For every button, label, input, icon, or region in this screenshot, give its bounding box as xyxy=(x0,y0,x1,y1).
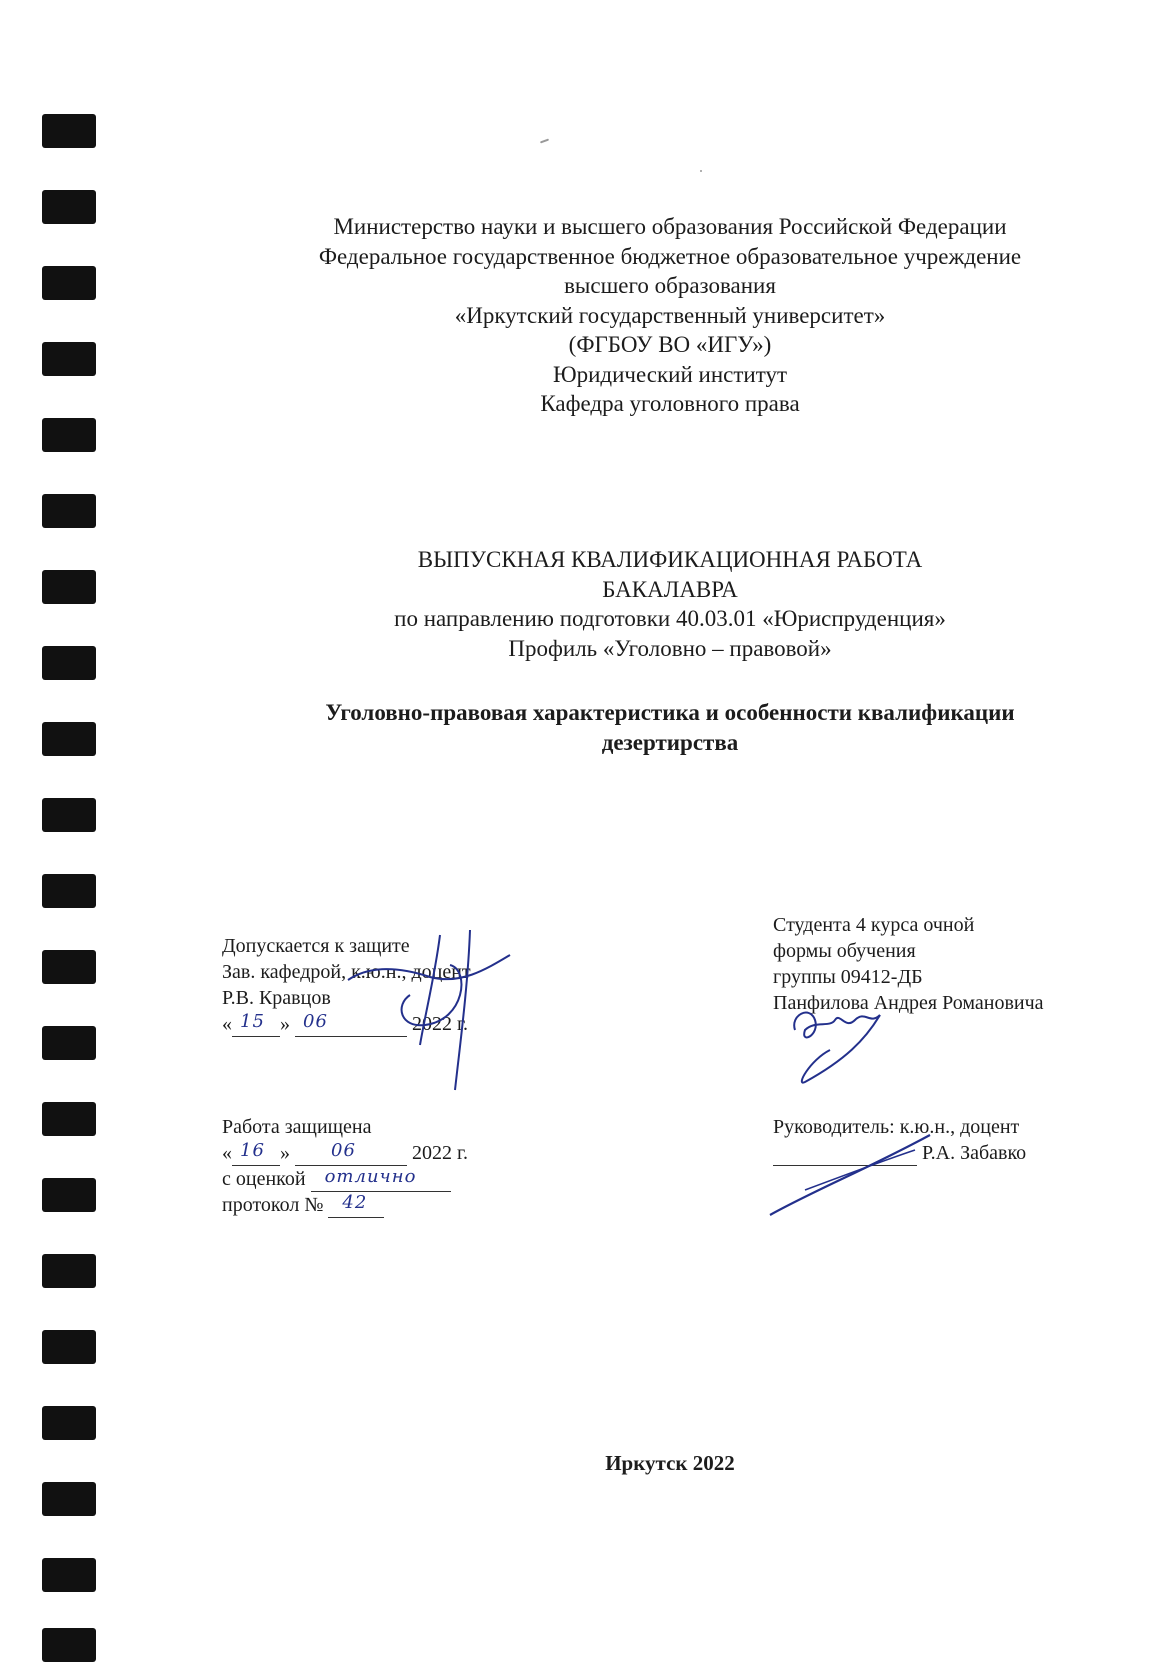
scan-speck xyxy=(540,139,549,144)
department-head-name: Р.В. Кравцов xyxy=(222,987,331,1009)
work-direction: по направлению подготовки 40.03.01 «Юриспруденция» xyxy=(394,606,946,631)
scan-speck xyxy=(700,170,702,172)
work-degree: БАКАЛАВРА xyxy=(602,576,738,602)
binding-hole xyxy=(42,722,96,756)
binding-hole xyxy=(42,798,96,832)
binding-holes xyxy=(42,0,102,1649)
department-head-title: Зав. кафедрой, к.ю.н., доцент xyxy=(222,961,471,983)
binding-hole xyxy=(42,646,96,680)
defense-year: 2022 г. xyxy=(412,1142,468,1164)
student-form: формы обучения xyxy=(773,940,916,962)
work-type: ВЫПУСКНАЯ КВАЛИФИКАЦИОННАЯ РАБОТА xyxy=(417,547,923,572)
binding-hole xyxy=(42,1558,96,1592)
supervisor-signature xyxy=(765,1130,945,1220)
department-name: Кафедра уголовного права xyxy=(540,391,800,416)
binding-hole xyxy=(42,1026,96,1060)
defense-grade: с оценкой отлично xyxy=(222,1166,468,1192)
topic-line: дезертирства xyxy=(601,729,739,755)
institution-name: Федеральное государственное бюджетное образовательное учреждение xyxy=(318,243,1022,269)
defense-title: Работа защищена xyxy=(222,1116,372,1138)
binding-hole xyxy=(42,342,96,376)
university-abbreviation: (ФГБОУ ВО «ИГУ») xyxy=(568,332,772,357)
student-course: Студента 4 курса очной xyxy=(773,914,975,936)
student-signature xyxy=(785,990,915,1090)
ministry-name: Министерство науки и высшего образования Российской Федерации xyxy=(333,214,1007,239)
binding-hole xyxy=(42,1102,96,1136)
university-name: «Иркутский государственный университет» xyxy=(454,302,886,328)
binding-hole xyxy=(42,874,96,908)
protocol-number: 42 xyxy=(342,1192,368,1213)
department-head-signature xyxy=(330,925,530,1095)
binding-hole xyxy=(42,418,96,452)
binding-hole xyxy=(42,494,96,528)
binding-hole xyxy=(42,1628,96,1662)
admission-day: 15 xyxy=(240,1011,265,1032)
student-group: группы 09412-ДБ xyxy=(773,966,923,988)
admission-date: « 15 » 06 2022 г. xyxy=(222,1011,468,1035)
supervisor-name: Р.А. Забавко xyxy=(922,1142,1027,1164)
admission-title: Допускается к защите xyxy=(222,935,410,957)
defense-day: 16 xyxy=(240,1140,265,1161)
binding-hole xyxy=(42,570,96,604)
defense-month: 06 xyxy=(331,1140,356,1161)
grade-value: отлично xyxy=(324,1166,417,1187)
document-header xyxy=(250,212,1090,419)
supervisor-title: Руководитель: к.ю.н., доцент xyxy=(773,1116,1020,1138)
work-profile: Профиль «Уголовно – правовой» xyxy=(508,635,832,661)
binding-hole xyxy=(42,266,96,300)
work-type-block xyxy=(250,545,1090,663)
defense-block xyxy=(222,1114,468,1218)
admission-year: 2022 г. xyxy=(412,1013,468,1035)
defense-protocol: протокол № 42 xyxy=(222,1192,468,1218)
student-name: Панфилова Андрея Романовича xyxy=(773,992,1044,1014)
binding-hole xyxy=(42,190,96,224)
institute-name: Юридический институт xyxy=(552,361,788,387)
city-year: Иркутск 2022 xyxy=(605,1451,735,1475)
admission-month: 06 xyxy=(303,1011,328,1032)
defense-date: « 16 » 06 2022 г. xyxy=(222,1140,468,1164)
binding-hole xyxy=(42,1330,96,1364)
binding-hole xyxy=(42,1254,96,1288)
binding-hole xyxy=(42,950,96,984)
work-topic xyxy=(250,698,1090,757)
binding-hole xyxy=(42,114,96,148)
binding-hole xyxy=(42,1482,96,1516)
binding-hole xyxy=(42,1406,96,1440)
binding-hole xyxy=(42,1178,96,1212)
institution-level: высшего образования xyxy=(564,273,776,298)
topic-line: Уголовно-правовая характеристика и особенности квалификации xyxy=(325,700,1015,725)
